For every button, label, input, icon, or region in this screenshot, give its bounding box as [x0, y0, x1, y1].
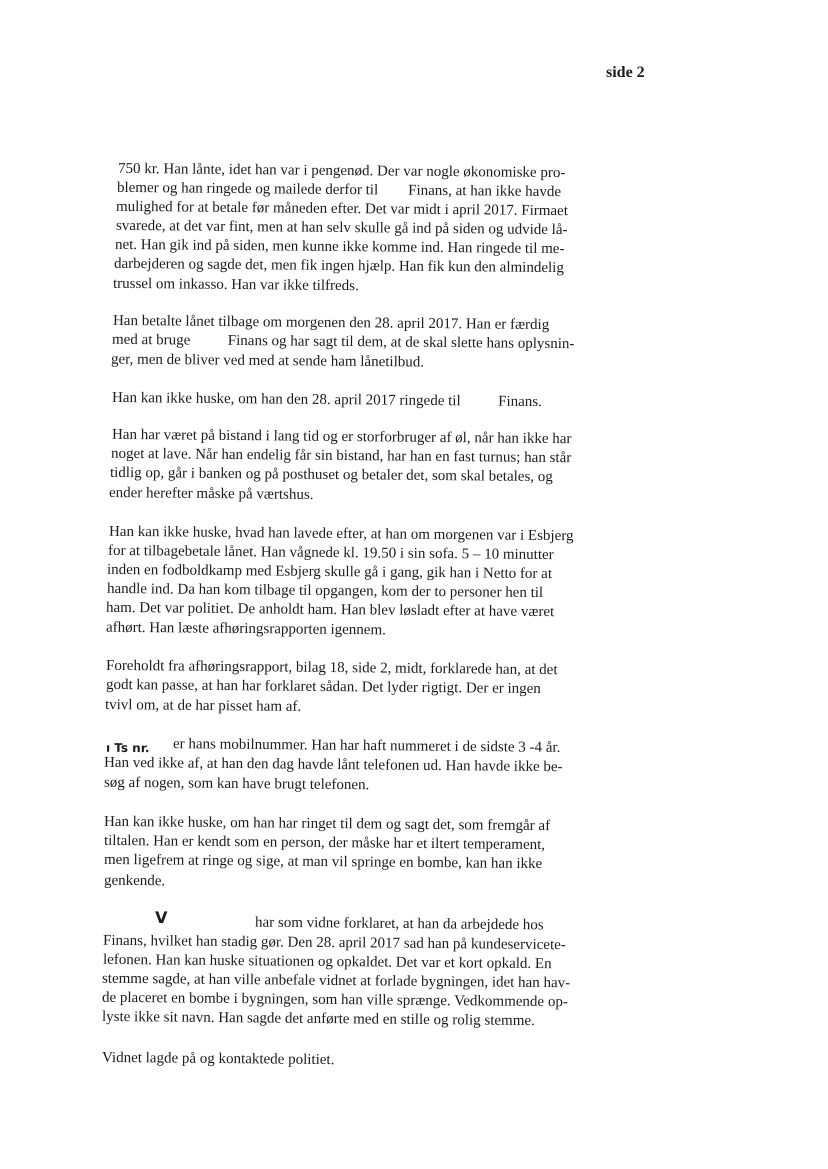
text-line: Han betalte lånet tilbage om morgenen den 28. april 2017. Han er færdig — [112, 312, 550, 334]
text-line: tidlig op, går i banken og på posthuset og betaler det, som skal betales, og — [109, 464, 553, 486]
text-line: blemer og han ringede og mailede derfor til Finans, at han ikke havde — [116, 179, 562, 201]
text-line: 750 kr. Han lånte, idet han var i pengenød. Der var nogle økonomiske pro- — [117, 160, 566, 182]
text-line: Vidnet lagde på og kontaktede politiet. — [101, 1049, 335, 1069]
page-number: side 2 — [606, 64, 645, 81]
text-line: Han kan ikke huske, hvad han lavede efter, at han om morgenen var i Esbjerg — [108, 523, 574, 545]
text-line: inden en fodboldkamp med Esbjerg skulle gå i gang, gik han i Netto for at — [106, 561, 553, 583]
text-line: ham. Det var politiet. De anholdt ham. Han blev løsladt efter at have været — [105, 599, 555, 621]
text-line: ger, men de bliver ved med at sende ham lånetilbud. — [110, 351, 425, 371]
text-line: Finans, hvilket han stadig gør. Den 28. april 2017 sad han på kundeservicete- — [102, 932, 566, 954]
text-line: mulighed for at betale før måneden efter. Det var midt i april 2017. Firmaet — [115, 198, 569, 220]
text-line: Han har været på bistand i lang tid og er storforbruger af øl, når han ikke har — [111, 426, 572, 448]
text-line: svarede, at det var fint, men at han selv skulle gå ind på siden og udvide lå- — [115, 217, 568, 239]
text-line: lefonen. Han kan huske situationen og opkaldet. Det var et kort opkald. En — [102, 951, 552, 973]
text-line: med at bruge Finans og har sagt til dem, at de skal slette hans oplysnin- — [111, 331, 575, 353]
text-line: afhørt. Han læste afhøringsrapporten igennem. — [105, 619, 386, 639]
text-line: men ligefrem at ringe og sige, at man vil springe en bombe, kan han ikke — [103, 851, 543, 873]
text-line: darbejderen og sagde det, men fik ingen hjælp. Han fik kun den almindelig — [113, 255, 564, 277]
text-line: noget at lave. Når han endelig får sin bistand, har han en fast turnus; han står — [110, 445, 572, 467]
text-line: handle ind. Da han kom tilbage til opgangen, kom der to personer hen til — [106, 580, 544, 602]
text-line: ender herefter måske på værtshus. — [108, 485, 314, 503]
text-line: godt kan passe, at han har forklaret sådan. Det lyder rigtigt. Der er ingen — [105, 676, 541, 698]
text-line: er hans mobilnummer. Han har haft nummeret i de sidste 3 -4 år. — [172, 736, 561, 756]
text-line: søg af nogen, som kan have brugt telefonen. — [103, 774, 370, 794]
text-line: har som vidne forklaret, at han da arbejdede hos — [254, 914, 544, 934]
text-line: lyste ikke sit navn. Han sagde det anførte med en stille og rolig stemme. — [101, 1008, 535, 1030]
text-line: Foreholdt fra afhøringsrapport, bilag 18, side 2, midt, forklarede han, at det — [105, 657, 558, 679]
witness-marker: V — [154, 907, 168, 928]
text-line: genkende. — [103, 872, 166, 890]
text-line: tvivl om, at de har pisset ham af. — [104, 697, 302, 715]
text-line: trussel om inkasso. Han var ikke tilfreds. — [112, 275, 359, 295]
text-line: de placeret en bombe i bygningen, som han ville sprænge. Vedkommende op- — [101, 989, 568, 1011]
text-line: Han kan ikke huske, om han den 28. april 2017 ringede til Finans. — [111, 389, 543, 411]
redaction-marker: ı Ts nr. — [105, 740, 150, 756]
text-line: net. Han gik ind på siden, men kunne ikke komme ind. Han ringede til me- — [114, 236, 565, 258]
text-line: tiltalen. Han er kendt som en person, der måske har et iltert temperament, — [103, 832, 546, 854]
text-line: stemme sagde, at han ville anbefale vidnet at forlade bygningen, idet han hav- — [101, 970, 571, 992]
text-line: Han ved ikke af, at han den dag havde lånt telefonen ud. Han havde ikke be- — [103, 754, 563, 776]
text-line: for at tilbagebetale lånet. Han vågnede kl. 19.50 i sin sofa. 5 – 10 minutter — [107, 542, 554, 564]
text-line: Han kan ikke huske, om han har ringet til dem og sagt det, som fremgår af — [103, 813, 551, 835]
